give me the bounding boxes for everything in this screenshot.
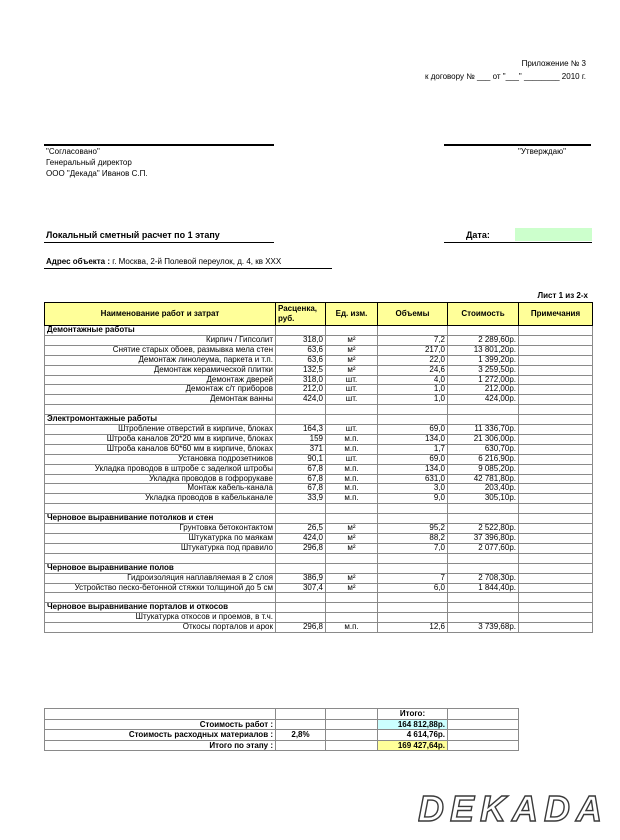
section-row xyxy=(45,514,593,524)
empty-cell xyxy=(378,563,448,573)
work-price: 90,1 xyxy=(276,454,326,464)
work-price: 63,6 xyxy=(276,355,326,365)
work-name: Установка подрозетников xyxy=(45,454,276,464)
stage-total-label: Итого по этапу : xyxy=(45,740,276,751)
work-name: Укладка проводов в кабельканале xyxy=(45,494,276,504)
work-notes xyxy=(519,454,593,464)
materials-cost-row xyxy=(45,730,519,741)
work-cost: 2 522,80р. xyxy=(448,524,519,534)
work-notes xyxy=(519,375,593,385)
works-cost-value: 164 812,88р. xyxy=(378,719,448,730)
empty-cell xyxy=(378,326,448,336)
work-notes xyxy=(519,583,593,593)
work-notes xyxy=(519,434,593,444)
work-cost: 1 844,40р. xyxy=(448,583,519,593)
work-qty: 134,0 xyxy=(378,464,448,474)
work-unit: м.п. xyxy=(326,494,378,504)
header-notes: Примечания xyxy=(519,303,593,326)
work-cost: 21 306,00р. xyxy=(448,434,519,444)
work-name: Штукатурка под правило xyxy=(45,543,276,553)
work-notes xyxy=(519,395,593,405)
work-name: Укладка проводов в гофрорукаве xyxy=(45,474,276,484)
work-price: 33,9 xyxy=(276,494,326,504)
estimate-table xyxy=(44,302,593,633)
work-unit: м² xyxy=(326,583,378,593)
title-underline xyxy=(44,242,274,243)
work-notes xyxy=(519,474,593,484)
work-qty: 1,0 xyxy=(378,385,448,395)
section-title: Черновое выравнивание порталов и откосов xyxy=(45,603,276,613)
empty-cell xyxy=(326,326,378,336)
work-unit: шт. xyxy=(326,425,378,435)
work-cost: 1 272,00р. xyxy=(448,375,519,385)
table-row xyxy=(45,573,593,583)
work-qty: 69,0 xyxy=(378,425,448,435)
work-cost: 2 077,60р. xyxy=(448,543,519,553)
table-row xyxy=(45,335,593,345)
work-qty: 12,6 xyxy=(378,623,448,633)
empty-cell xyxy=(378,415,448,425)
section-row xyxy=(45,563,593,573)
work-name: Демонтаж линолеума, паркета и т.п. xyxy=(45,355,276,365)
header-qty: Объемы xyxy=(378,303,448,326)
work-price: 159 xyxy=(276,434,326,444)
totals-empty xyxy=(276,719,326,730)
work-unit: м² xyxy=(326,524,378,534)
totals-empty xyxy=(276,740,326,751)
empty-cell xyxy=(448,415,519,425)
work-notes xyxy=(519,484,593,494)
empty-cell xyxy=(276,415,326,425)
empty-cell xyxy=(448,553,519,563)
work-qty: 4,0 xyxy=(378,375,448,385)
totals-table xyxy=(44,708,519,751)
empty-cell xyxy=(326,553,378,563)
work-name: Укладка проводов в штробе с заделкой штробы xyxy=(45,464,276,474)
stage-total-row xyxy=(45,740,519,751)
header-cost: Стоимость xyxy=(448,303,519,326)
header-name: Наименование работ и затрат xyxy=(45,303,276,326)
empty-cell xyxy=(448,514,519,524)
work-qty: 22,0 xyxy=(378,355,448,365)
empty-cell xyxy=(519,504,593,514)
work-qty: 3,0 xyxy=(378,484,448,494)
materials-cost-label: Стоимость расходных материалов : xyxy=(45,730,276,741)
work-cost: 11 336,70р. xyxy=(448,425,519,435)
work-name: Демонтаж ванны xyxy=(45,395,276,405)
work-qty: 7 xyxy=(378,573,448,583)
work-name: Откосы порталов и арок xyxy=(45,623,276,633)
approve-label: "Утверждаю" xyxy=(518,147,566,156)
work-qty: 9,0 xyxy=(378,494,448,504)
work-price: 26,5 xyxy=(276,524,326,534)
totals-empty xyxy=(448,730,519,741)
empty-cell xyxy=(519,563,593,573)
table-row xyxy=(45,355,593,365)
work-qty: 217,0 xyxy=(378,345,448,355)
work-notes xyxy=(519,365,593,375)
empty-cell xyxy=(276,593,326,603)
empty-cell xyxy=(326,563,378,573)
empty-cell xyxy=(448,593,519,603)
empty-cell xyxy=(45,593,276,603)
work-price: 67,8 xyxy=(276,464,326,474)
work-name: Устройство песко-бетонной стяжки толщиной до 5 см xyxy=(45,583,276,593)
logo-text: DEKADA xyxy=(418,790,608,828)
work-cost: 3 739,68р. xyxy=(448,623,519,633)
work-notes xyxy=(519,543,593,553)
work-price: 371 xyxy=(276,444,326,454)
table-row xyxy=(45,464,593,474)
work-unit: м² xyxy=(326,534,378,544)
agreed-signature-line xyxy=(44,144,274,146)
section-title: Черновое выравнивание потолков и стен xyxy=(45,514,276,524)
section-title: Черновое выравнивание полов xyxy=(45,563,276,573)
work-unit: шт. xyxy=(326,375,378,385)
empty-cell xyxy=(276,563,326,573)
totals-empty xyxy=(326,709,378,720)
work-unit: м.п. xyxy=(326,474,378,484)
work-qty: 134,0 xyxy=(378,434,448,444)
work-name: Демонтаж дверей xyxy=(45,375,276,385)
table-row xyxy=(45,524,593,534)
empty-cell xyxy=(326,405,378,415)
work-price: 164,3 xyxy=(276,425,326,435)
address-line xyxy=(46,257,281,266)
work-cost: 2 708,30р. xyxy=(448,573,519,583)
work-name: Штукатурка по маякам xyxy=(45,534,276,544)
sheet-number: Лист 1 из 2-х xyxy=(537,291,588,300)
work-price: 424,0 xyxy=(276,534,326,544)
empty-cell xyxy=(378,504,448,514)
section-row xyxy=(45,415,593,425)
work-price: 296,8 xyxy=(276,543,326,553)
work-cost: 42 781,80р. xyxy=(448,474,519,484)
totals-header-row xyxy=(45,709,519,720)
work-cost: 203,40р. xyxy=(448,484,519,494)
section-title: Электромонтажные работы xyxy=(45,415,276,425)
work-notes xyxy=(519,345,593,355)
work-qty: 631,0 xyxy=(378,474,448,484)
work-price: 318,0 xyxy=(276,375,326,385)
address-value: г. Москва, 2-й Полевой переулок, д. 4, кв XXX xyxy=(110,257,282,266)
work-qty: 7,0 xyxy=(378,543,448,553)
section-title: Демонтажные работы xyxy=(45,326,276,336)
table-row xyxy=(45,365,593,375)
table-row xyxy=(45,613,593,623)
totals-empty xyxy=(448,709,519,720)
work-name: Кирпич / Гипсолит xyxy=(45,335,276,345)
empty-cell xyxy=(276,603,326,613)
works-cost-label: Стоимость работ : xyxy=(45,719,276,730)
table-row xyxy=(45,395,593,405)
empty-cell xyxy=(276,405,326,415)
work-name: Демонтаж с/т приборов xyxy=(45,385,276,395)
work-notes xyxy=(519,623,593,633)
work-notes xyxy=(519,355,593,365)
appendix-title: Приложение № 3 xyxy=(521,59,586,68)
totals-empty xyxy=(276,709,326,720)
work-qty: 1,7 xyxy=(378,444,448,454)
work-cost: 2 289,60р. xyxy=(448,335,519,345)
work-cost xyxy=(448,613,519,623)
blank-row xyxy=(45,405,593,415)
blank-row xyxy=(45,593,593,603)
table-row xyxy=(45,425,593,435)
table-row xyxy=(45,484,593,494)
work-name: Штукатурка откосов и проемов, в т.ч. xyxy=(45,613,276,623)
work-cost: 9 085,20р. xyxy=(448,464,519,474)
table-row xyxy=(45,494,593,504)
blank-row xyxy=(45,504,593,514)
empty-cell xyxy=(378,514,448,524)
table-row xyxy=(45,444,593,454)
empty-cell xyxy=(326,504,378,514)
work-qty: 88,2 xyxy=(378,534,448,544)
section-row xyxy=(45,326,593,336)
work-cost: 630,70р. xyxy=(448,444,519,454)
empty-cell xyxy=(276,504,326,514)
work-notes xyxy=(519,335,593,345)
appendix-contract: к договору № ___ от "___" ________ 2010 г. xyxy=(424,72,586,81)
table-row xyxy=(45,385,593,395)
work-price: 296,8 xyxy=(276,623,326,633)
date-label: Дата: xyxy=(466,230,490,240)
empty-cell xyxy=(448,405,519,415)
work-name: Гидроизоляция наплавляемая в 2 слоя xyxy=(45,573,276,583)
work-name: Штробление отверстий в кирпиче, блоках xyxy=(45,425,276,435)
work-name: Монтаж кабель-канала xyxy=(45,484,276,494)
table-row xyxy=(45,583,593,593)
work-price: 386,9 xyxy=(276,573,326,583)
work-cost: 6 216,90р. xyxy=(448,454,519,464)
table-row xyxy=(45,345,593,355)
header-unit: Ед. изм. xyxy=(326,303,378,326)
empty-cell xyxy=(378,603,448,613)
work-unit: м² xyxy=(326,365,378,375)
work-price: 67,8 xyxy=(276,484,326,494)
empty-cell xyxy=(326,415,378,425)
empty-cell xyxy=(519,514,593,524)
work-unit: м² xyxy=(326,335,378,345)
work-unit: м.п. xyxy=(326,484,378,494)
section-row xyxy=(45,603,593,613)
header-price: Расценка, руб. xyxy=(276,303,326,326)
work-name: Штроба каналов 60*60 мм в кирпиче, блоках xyxy=(45,444,276,454)
address-label: Адрес объекта : xyxy=(46,257,111,266)
document-title: Локальный сметный расчет по 1 этапу xyxy=(46,230,220,240)
work-price: 424,0 xyxy=(276,395,326,405)
empty-cell xyxy=(448,504,519,514)
work-unit: шт. xyxy=(326,385,378,395)
empty-cell xyxy=(378,593,448,603)
totals-empty xyxy=(448,719,519,730)
table-row xyxy=(45,474,593,484)
work-unit xyxy=(326,613,378,623)
work-unit: м.п. xyxy=(326,444,378,454)
work-cost: 13 801,20р. xyxy=(448,345,519,355)
empty-cell xyxy=(45,405,276,415)
totals-empty xyxy=(448,740,519,751)
empty-cell xyxy=(519,603,593,613)
empty-cell xyxy=(519,553,593,563)
work-price: 132,5 xyxy=(276,365,326,375)
work-notes xyxy=(519,573,593,583)
work-name: Демонтаж керамической плитки xyxy=(45,365,276,375)
works-cost-row xyxy=(45,719,519,730)
itogo-label: Итого: xyxy=(378,709,448,720)
work-cost: 305,10р. xyxy=(448,494,519,504)
work-cost: 424,00р. xyxy=(448,395,519,405)
work-qty: 69,0 xyxy=(378,454,448,464)
work-notes xyxy=(519,385,593,395)
materials-pct: 2,8% xyxy=(276,730,326,741)
work-qty: 7,2 xyxy=(378,335,448,345)
work-cost: 212,00р. xyxy=(448,385,519,395)
blank-row xyxy=(45,553,593,563)
director-label: Генеральный директор xyxy=(46,158,132,167)
empty-cell xyxy=(519,405,593,415)
work-price: 67,8 xyxy=(276,474,326,484)
stage-total-value: 169 427,64р. xyxy=(378,740,448,751)
work-unit: м² xyxy=(326,573,378,583)
empty-cell xyxy=(276,514,326,524)
work-qty: 1,0 xyxy=(378,395,448,405)
work-qty: 24,6 xyxy=(378,365,448,375)
work-notes xyxy=(519,444,593,454)
materials-cost-value: 4 614,76р. xyxy=(378,730,448,741)
empty-cell xyxy=(519,593,593,603)
table-row xyxy=(45,623,593,633)
work-unit: шт. xyxy=(326,395,378,405)
work-name: Грунтовка бетоконтактом xyxy=(45,524,276,534)
work-name: Снятие старых обоев, размывка мела стен xyxy=(45,345,276,355)
empty-cell xyxy=(448,326,519,336)
empty-cell xyxy=(276,326,326,336)
date-underline xyxy=(444,242,592,243)
address-underline xyxy=(44,268,332,269)
work-qty xyxy=(378,613,448,623)
empty-cell xyxy=(378,553,448,563)
work-unit: м² xyxy=(326,345,378,355)
table-row xyxy=(45,454,593,464)
work-price: 318,0 xyxy=(276,335,326,345)
totals-empty xyxy=(326,730,378,741)
work-notes xyxy=(519,464,593,474)
empty-cell xyxy=(45,504,276,514)
work-unit: м² xyxy=(326,543,378,553)
work-cost: 3 259,50р. xyxy=(448,365,519,375)
work-notes xyxy=(519,524,593,534)
work-price: 63,6 xyxy=(276,345,326,355)
work-name: Штроба каналов 20*20 мм в кирпиче, блоках xyxy=(45,434,276,444)
empty-cell xyxy=(519,326,593,336)
work-unit: м.п. xyxy=(326,434,378,444)
empty-cell xyxy=(326,603,378,613)
work-price: 307,4 xyxy=(276,583,326,593)
totals-empty xyxy=(326,719,378,730)
work-notes xyxy=(519,494,593,504)
totals-empty xyxy=(326,740,378,751)
table-row xyxy=(45,543,593,553)
table-row xyxy=(45,534,593,544)
date-field[interactable] xyxy=(515,228,592,241)
agreed-label: "Согласовано" xyxy=(46,147,100,156)
dekada-logo xyxy=(418,790,608,828)
table-row xyxy=(45,434,593,444)
work-notes xyxy=(519,613,593,623)
work-unit: шт. xyxy=(326,454,378,464)
table-header-row xyxy=(45,303,593,326)
work-price xyxy=(276,613,326,623)
work-unit: м.п. xyxy=(326,623,378,633)
empty-cell xyxy=(276,553,326,563)
work-unit: м.п. xyxy=(326,464,378,474)
approve-signature-line xyxy=(444,144,591,146)
table-row xyxy=(45,375,593,385)
work-qty: 95,2 xyxy=(378,524,448,534)
work-cost: 1 399,20р. xyxy=(448,355,519,365)
work-qty: 6,0 xyxy=(378,583,448,593)
work-notes xyxy=(519,425,593,435)
empty-cell xyxy=(519,415,593,425)
empty-cell xyxy=(326,514,378,524)
company-label: ООО "Декада" Иванов С.П. xyxy=(46,169,148,178)
empty-cell xyxy=(448,563,519,573)
empty-cell xyxy=(326,593,378,603)
work-cost: 37 396,80р. xyxy=(448,534,519,544)
empty-cell xyxy=(448,603,519,613)
work-price: 212,0 xyxy=(276,385,326,395)
totals-empty xyxy=(45,709,276,720)
work-notes xyxy=(519,534,593,544)
empty-cell xyxy=(378,405,448,415)
empty-cell xyxy=(45,553,276,563)
work-unit: м² xyxy=(326,355,378,365)
